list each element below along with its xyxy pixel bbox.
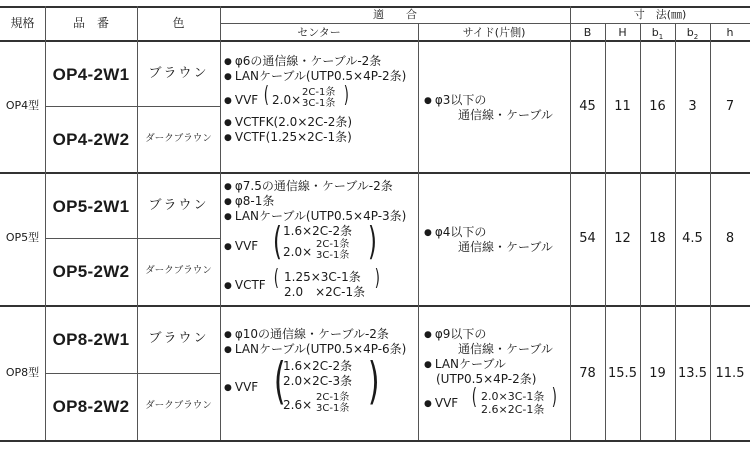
op5-center-line3: ● LANケーブル(UTP0.5×4P-3条) — [224, 210, 406, 223]
model-op5-2w2: OP5-2W2 — [52, 262, 130, 281]
op4-vvf-paren-open: ( — [263, 83, 269, 108]
op8-dim-h: 11.5 — [715, 366, 745, 381]
header-side: サイド(片側) — [462, 26, 526, 39]
op5-dim-H: 12 — [614, 231, 631, 246]
op8-vvf-paren-open: ( — [273, 352, 286, 410]
op8-vvf-1: 1.6×2C-2条 — [283, 359, 353, 373]
header-H: H — [618, 26, 627, 39]
op5-vvf-2a: 2C-1条 — [316, 239, 350, 250]
op8-vvf-2: 2.0×2C-3条 — [283, 374, 353, 388]
color-op5-2w2: ダークブラウン — [145, 265, 212, 276]
op8-center-line2: ● LANケーブル(UTP0.5×4P-6条) — [224, 343, 406, 356]
model-op8-2w1: OP8-2W1 — [52, 330, 130, 349]
op5-center-vvf-label: ● VVF — [224, 240, 258, 253]
op4-dim-b2: 3 — [688, 99, 697, 114]
op5-dim-b1: 18 — [649, 231, 666, 246]
op4-center-vvf-label: ● VVF — [224, 94, 258, 107]
op5-side-line2: 通信線・ケーブル — [458, 240, 553, 254]
op5-dim-b2: 4.5 — [682, 231, 703, 246]
op8-side-vvf-label: ● VVF — [424, 397, 458, 410]
op5-center-line1: ● φ7.5の通信線・ケーブル-2条 — [224, 180, 393, 193]
op8-side-vvf-2: 2.6×2C-1条 — [481, 403, 545, 416]
op8-side-line2: 通信線・ケーブル — [458, 342, 553, 356]
op5-center-vctf-label: ● VCTF — [224, 279, 266, 292]
row-divider-op4 — [45, 106, 220, 107]
color-op4-2w2: ダークブラウン — [145, 133, 212, 144]
op8-vvf-3a: 2C-1条 — [316, 392, 350, 403]
model-op5-2w1: OP5-2W1 — [52, 197, 130, 216]
op4-vvf-a: 2C-1条 — [302, 87, 336, 98]
header-kikaku: 規格 — [10, 16, 35, 30]
op8-side-vvf-1: 2.0×3C-1条 — [481, 390, 545, 403]
op4-center-line1: ● φ6の通信線・ケーブル-2条 — [224, 55, 381, 68]
row-divider-op8 — [45, 373, 220, 374]
group-border-op5-op8 — [0, 305, 750, 307]
kind-op8: OP8型 — [5, 366, 40, 379]
op8-dim-b1: 19 — [649, 366, 666, 381]
op4-dim-B: 45 — [579, 99, 596, 114]
op4-side-line2: 通信線・ケーブル — [458, 108, 553, 122]
kind-op5: OP5型 — [5, 231, 40, 244]
op8-center-vvf-label: ● VVF — [224, 381, 258, 394]
op8-side-vvf-paren-close: ) — [551, 385, 557, 410]
col-divider-color — [220, 6, 221, 440]
op4-dim-b1: 16 — [649, 99, 666, 114]
op5-vvf-paren-open: ( — [272, 219, 282, 263]
model-op4-2w2: OP4-2W2 — [52, 130, 130, 149]
header-hinban: 品 番 — [72, 16, 109, 30]
op4-vvf-prefix: 2.0× — [272, 93, 302, 107]
op5-vvf-paren-close: ) — [367, 219, 377, 263]
op8-side-line1: ● φ9以下の — [424, 328, 486, 341]
op4-dim-H: 11 — [614, 99, 631, 114]
op5-vctf-2: 2.0 ×2C-1条 — [284, 285, 366, 299]
color-op8-2w1: ブラウン — [148, 331, 209, 346]
op5-vvf-1: 1.6×2C-2条 — [283, 224, 353, 238]
header-sunpou: 寸 法(㎜) — [633, 8, 687, 21]
op8-side-line3: ● LANケーブル — [424, 358, 506, 371]
op5-dim-h: 8 — [725, 231, 735, 246]
header-tekigou: 適 合 — [373, 8, 417, 21]
header-b1: $b_1$ — [651, 26, 664, 42]
header-B: B — [583, 26, 592, 39]
op8-vvf-3b: 3C-1条 — [316, 403, 350, 414]
op5-vctf-paren-close: ) — [374, 266, 380, 291]
group-border-op4-op5 — [0, 172, 750, 174]
op8-center-line1: ● φ10の通信線・ケーブル-2条 — [224, 328, 389, 341]
op4-center-line5: ● VCTF(1.25×2C-1条) — [224, 131, 352, 144]
op8-side-vvf-paren-open: ( — [471, 385, 477, 410]
op8-vvf-3-prefix: 2.6× — [283, 398, 313, 412]
model-op4-2w1: OP4-2W1 — [52, 65, 130, 84]
row-divider-op5 — [45, 238, 220, 239]
header-bottom-border — [0, 40, 750, 42]
color-op4-2w1: ブラウン — [148, 66, 209, 81]
op8-dim-b2: 13.5 — [678, 366, 707, 381]
header-iro: 色 — [172, 16, 185, 30]
op8-dim-B: 78 — [579, 366, 596, 381]
op5-vctf-1: 1.25×3C-1条 — [284, 270, 361, 284]
op4-vvf-paren-close: ) — [343, 83, 349, 108]
header-h: h — [726, 26, 734, 39]
op5-vvf-2-prefix: 2.0× — [283, 245, 313, 259]
op8-vvf-paren-close: ) — [367, 352, 380, 410]
op4-center-line2: ● LANケーブル(UTP0.5×4P-2条) — [224, 70, 406, 83]
op5-side-line1: ● φ4以下の — [424, 226, 486, 239]
header-center: センター — [297, 26, 341, 39]
table-bottom-border — [0, 440, 750, 442]
model-op8-2w2: OP8-2W2 — [52, 397, 130, 416]
op5-vctf-paren-open: ( — [273, 266, 279, 291]
op4-side-line1: ● φ3以下の — [424, 94, 486, 107]
op5-center-line2: ● φ8-1条 — [224, 195, 274, 208]
header-divider — [220, 23, 750, 24]
op4-center-line4: ● VCTFK(2.0×2C-2条) — [224, 116, 352, 129]
op4-dim-h: 7 — [725, 99, 735, 114]
op5-vvf-2b: 3C-1条 — [316, 250, 350, 261]
op5-dim-B: 54 — [579, 231, 596, 246]
header-b2: $b_2$ — [686, 26, 699, 42]
op8-dim-H: 15.5 — [608, 366, 637, 381]
op8-side-line4: (UTP0.5×4P-2条) — [436, 372, 537, 386]
col-divider-center — [418, 23, 419, 440]
kind-op4: OP4型 — [5, 99, 40, 112]
color-op5-2w1: ブラウン — [148, 198, 209, 213]
op4-vvf-b: 3C-1条 — [302, 98, 336, 109]
color-op8-2w2: ダークブラウン — [145, 400, 212, 411]
